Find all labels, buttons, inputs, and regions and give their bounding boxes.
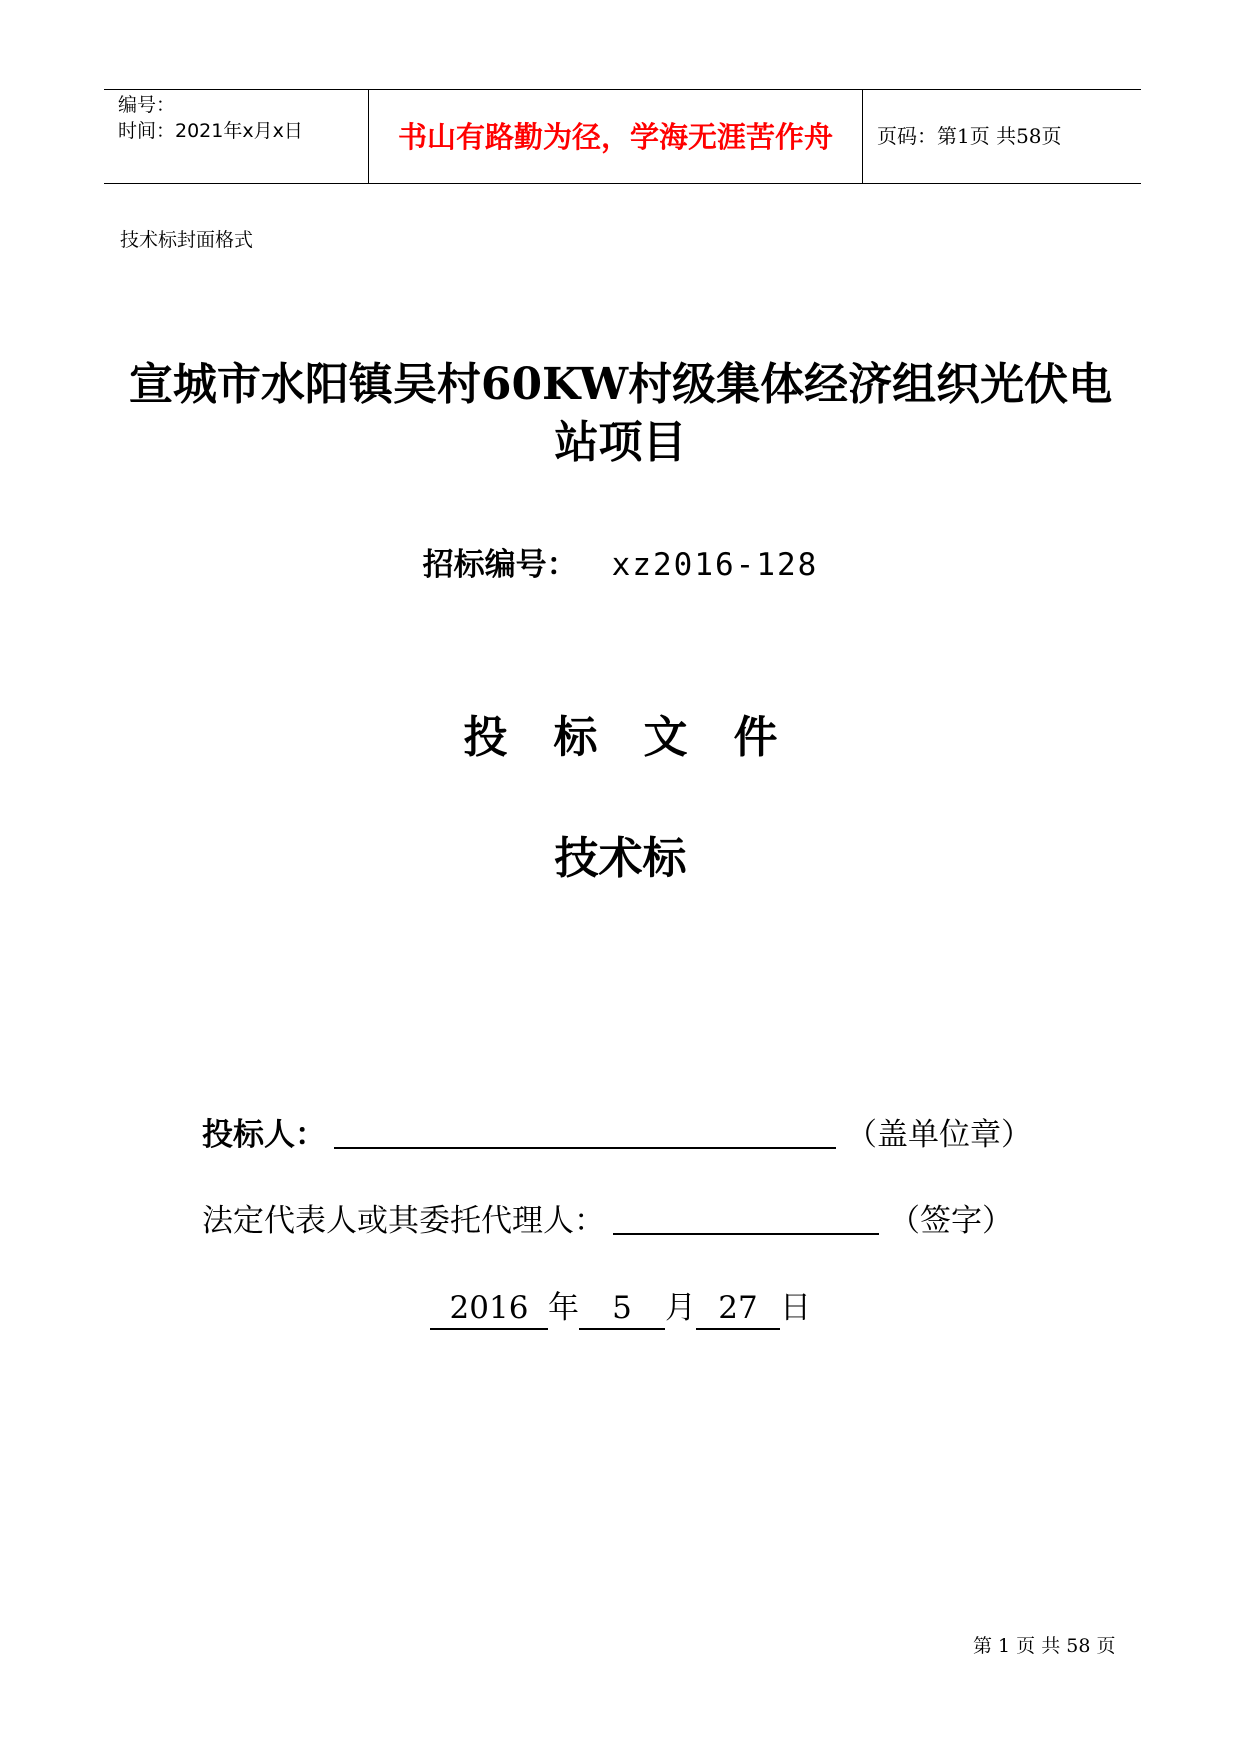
project-title-line1: 宣城市水阳镇吴村60KW村级集体经济组织光伏电: [128, 359, 1113, 410]
representative-blank-line[interactable]: [613, 1203, 879, 1235]
date-day: 27: [696, 1288, 780, 1330]
representative-row: [202, 1201, 1013, 1241]
date-month: 5: [579, 1288, 665, 1330]
page-code: 页码：第1页 共58页: [877, 124, 1062, 148]
page-footer: 第 1 页 共 58 页: [973, 1635, 1116, 1657]
bid-number: [0, 545, 1241, 585]
format-note: 技术标封面格式: [120, 229, 254, 251]
bid-number-label: 招标编号：: [422, 547, 578, 583]
header-motto-cell: [369, 90, 863, 183]
document-title: 投标文件: [463, 712, 824, 763]
serial-label: 编号：: [118, 94, 176, 116]
date-month-unit: 月: [665, 1290, 696, 1326]
time-label: 时间：2021年x月x日: [118, 120, 303, 142]
bidder-label: 投标人：: [202, 1117, 326, 1153]
date-year: 2016: [430, 1288, 548, 1330]
date-day-unit: 日: [780, 1290, 811, 1326]
date-row: [0, 1288, 1241, 1330]
bidder-suffix: （盖单位章）: [846, 1117, 1032, 1153]
header-meta-cell: [104, 90, 369, 183]
page-header: [104, 89, 1141, 184]
bidder-row: [202, 1115, 1032, 1155]
project-title-line2: 站项目: [554, 417, 687, 468]
bid-number-value: xz2016-128: [611, 547, 819, 583]
bidder-blank-line[interactable]: [334, 1117, 836, 1149]
header-page-cell: [863, 90, 1141, 183]
date-year-unit: 年: [548, 1290, 579, 1326]
motto-text: 书山有路勤为径，学海无涯苦作舟: [397, 120, 833, 154]
document-subtitle: 技术标: [554, 833, 687, 884]
representative-suffix: （签字）: [889, 1203, 1013, 1239]
representative-label: 法定代表人或其委托代理人：: [202, 1203, 605, 1239]
